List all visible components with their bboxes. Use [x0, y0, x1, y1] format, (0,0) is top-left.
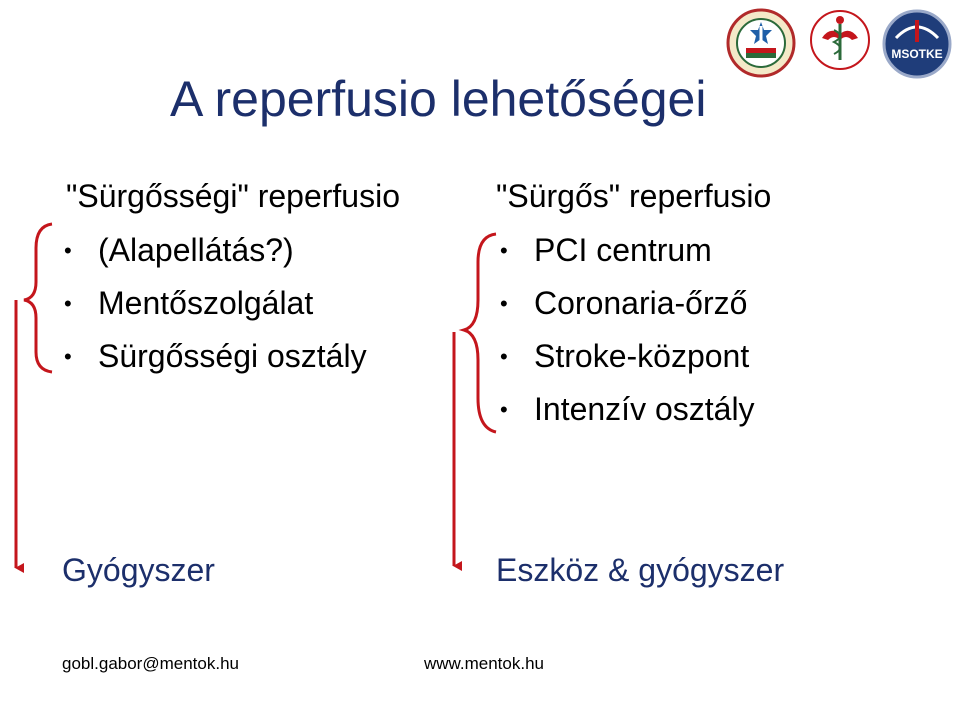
bullet-icon: • [64, 344, 72, 369]
left-bottom-label: Gyógyszer [62, 552, 215, 588]
right-bottom-label: Eszköz & gyógyszer [496, 552, 785, 588]
bullet-icon: • [500, 397, 508, 422]
list-item: • Intenzív osztály [496, 383, 755, 436]
list-item: • (Alapellátás?) [60, 224, 367, 277]
list-item: • Coronaria-őrző [496, 277, 755, 330]
right-curly-brace [464, 234, 496, 432]
slide-title: A reperfusio lehetőségei [170, 71, 707, 127]
bullet-icon: • [64, 291, 72, 316]
list-item: • Stroke-központ [496, 330, 755, 383]
list-item: • Mentőszolgálat [60, 277, 367, 330]
right-column-heading: "Sürgős" reperfusio [496, 178, 772, 214]
left-curly-brace [24, 224, 52, 372]
msotke-logo-text: MSOTKE [891, 47, 943, 61]
bullet-icon: • [500, 238, 508, 263]
left-column-heading: "Sürgősségi" reperfusio [66, 178, 400, 214]
footer-email: gobl.gabor@mentok.hu [62, 654, 239, 673]
footer-website: www.mentok.hu [424, 654, 544, 673]
list-item: • PCI centrum [496, 224, 755, 277]
bullet-icon: • [64, 238, 72, 263]
bullet-icon: • [500, 291, 508, 316]
list-item: • Sürgősségi osztály [60, 330, 367, 383]
bullet-icon: • [500, 344, 508, 369]
